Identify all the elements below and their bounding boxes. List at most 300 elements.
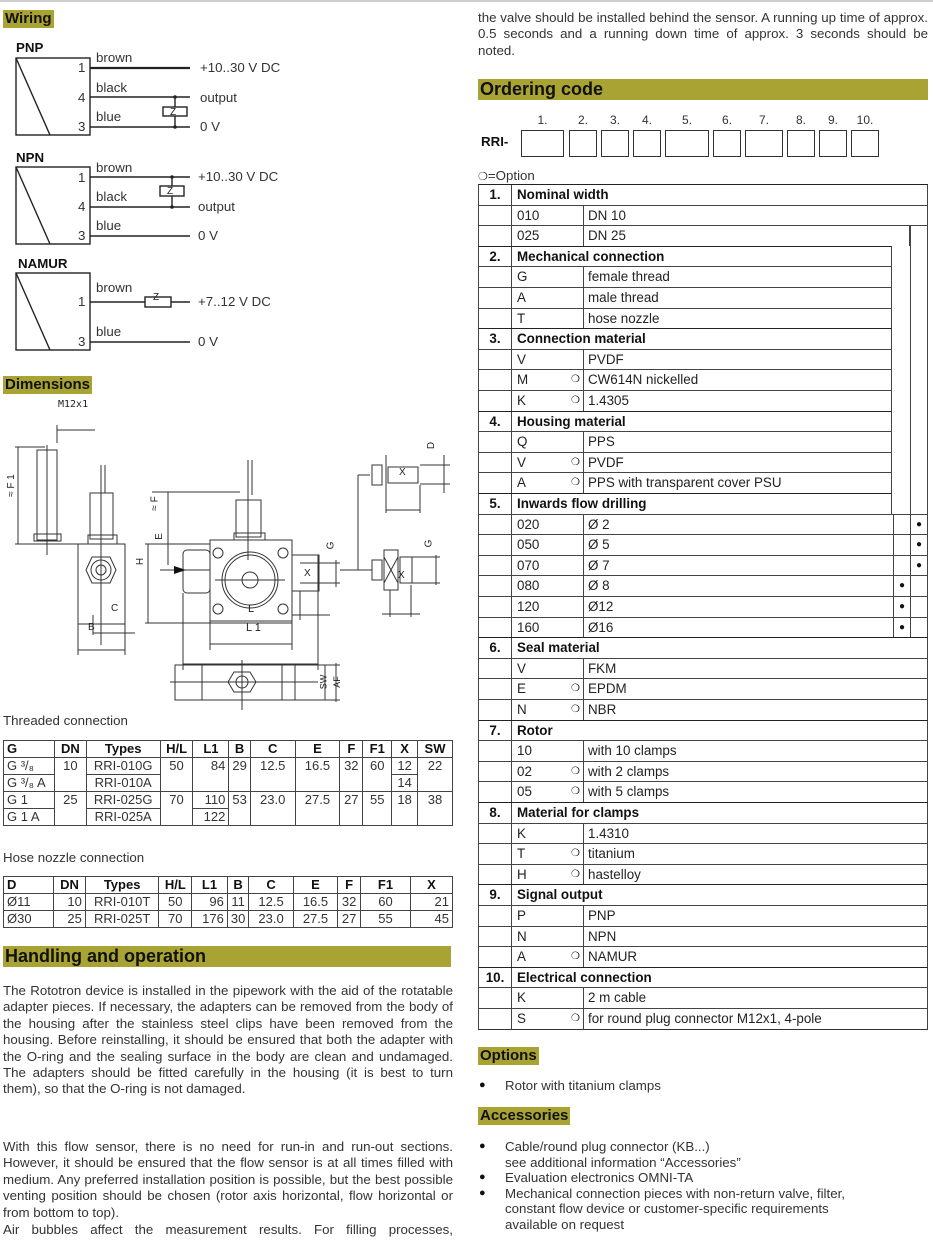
ordering-option-row[interactable] <box>478 555 928 576</box>
option-description: 1.4310 <box>588 825 629 841</box>
label-x: X <box>398 570 405 581</box>
group-number: 1. <box>479 185 512 206</box>
row-spacer <box>479 988 512 1009</box>
option-code: A <box>512 288 584 309</box>
cell-type: RRI-010A <box>86 775 160 792</box>
dn25-bracket-line <box>910 225 911 513</box>
ordering-group-header <box>478 411 892 432</box>
ordering-option-row[interactable] <box>478 308 892 329</box>
option-circle-icon: ❍ <box>571 477 580 489</box>
col-header: G <box>4 741 55 758</box>
group-title: Signal output <box>517 887 603 903</box>
option-description: 1.4305 <box>588 393 629 408</box>
row-spacer <box>479 782 512 803</box>
section-header-accessories: Accessories <box>480 1107 569 1124</box>
label-m12: M12x1 <box>58 399 89 410</box>
option-description: PPS with transparent cover PSU <box>588 475 782 491</box>
ordering-option-row[interactable] <box>478 678 928 699</box>
label-h: H <box>135 557 147 566</box>
options-list <box>479 1078 919 1094</box>
list-item-line: Evaluation electronics OMNI-TA <box>505 1170 694 1186</box>
threaded-table <box>3 740 453 826</box>
ordering-option-row[interactable] <box>478 843 928 864</box>
col-header: F <box>340 741 363 758</box>
ordering-option-row[interactable] <box>478 926 928 947</box>
table-row <box>4 911 453 928</box>
option-code: T <box>512 844 584 865</box>
ordering-group-header <box>478 246 892 267</box>
ordering-option-row[interactable] <box>478 266 892 287</box>
option-description: Ø 8 <box>588 578 610 594</box>
namur-signal: +7..12 V DC <box>198 294 271 309</box>
row-spacer <box>479 309 512 330</box>
list-item <box>479 1186 919 1233</box>
ordering-option-row[interactable] <box>478 205 928 226</box>
group-title: Mechanical connection <box>517 248 665 264</box>
pnp-wire-label: blue <box>96 109 122 124</box>
option-circle-icon: ❍ <box>478 171 488 183</box>
option-code: E <box>512 679 584 700</box>
cell: 45 <box>410 911 452 928</box>
row-spacer <box>479 618 512 639</box>
cell-g: G ³/₈ <box>4 758 55 775</box>
option-description: PVDF <box>588 454 624 470</box>
ordering-option-row[interactable] <box>478 534 928 555</box>
option-code: 025 <box>512 226 584 247</box>
cell-l1: 122 <box>193 809 229 826</box>
cell-x: 12 <box>392 758 418 775</box>
ordering-group-header <box>478 720 928 741</box>
label-d: D <box>426 441 438 450</box>
cell-c: 12.5 <box>250 758 295 792</box>
ordering-option-row[interactable] <box>478 1008 928 1029</box>
option-circle-icon: ❍ <box>571 786 580 798</box>
row-spacer <box>479 659 512 680</box>
cell: 30 <box>227 911 248 928</box>
ordering-option-row[interactable] <box>478 781 928 802</box>
row-spacer <box>479 288 512 309</box>
handling-paragraph-3-start: Air bubbles affect the measurement results. For filling processes, <box>3 1222 453 1237</box>
cell: 96 <box>192 894 228 911</box>
dn10-bracket-line <box>927 225 928 513</box>
pnp-title: PNP <box>16 40 44 55</box>
ordering-option-row[interactable] <box>478 699 928 720</box>
ordering-group-header <box>478 328 892 349</box>
cell: RRI-010T <box>85 894 159 911</box>
dn25-dot-icon: ● <box>893 597 911 618</box>
code-position-label: 3. <box>609 113 620 127</box>
col-header: H/L <box>160 741 193 758</box>
code-position-label: 4. <box>641 113 652 127</box>
dn25-dot-icon: ● <box>893 618 911 639</box>
cell: 11 <box>227 894 248 911</box>
code-position-label: 9. <box>827 113 838 127</box>
group-title: Inwards flow drilling <box>517 496 647 511</box>
col-header: DN <box>54 741 86 758</box>
label-l1: L 1 <box>246 622 261 634</box>
option-description: NBR <box>588 702 617 717</box>
handling-paragraph-3-end: the valve should be installed behind the sensor. A running up time of approx. 0.5 seconds and a running down time of approx. 3 seconds should be noted. <box>478 10 928 58</box>
cell-dn: 25 <box>54 792 86 826</box>
option-code: A <box>512 947 584 968</box>
code-position-label: 2. <box>577 113 588 127</box>
section-header-options: Options <box>480 1047 537 1064</box>
group-title: Housing material <box>517 413 626 429</box>
group-title: Seal material <box>517 640 600 656</box>
cell-hl: 70 <box>160 792 193 826</box>
ordering-option-row[interactable] <box>478 431 892 452</box>
ordering-option-row[interactable] <box>478 658 928 679</box>
option-description: with 5 clamps <box>588 784 670 800</box>
ordering-option-row[interactable] <box>478 905 928 926</box>
row-spacer <box>479 700 512 721</box>
label-sw: SW <box>318 674 329 690</box>
option-code: N <box>512 700 584 721</box>
option-code: V <box>512 350 584 371</box>
ordering-option-row[interactable] <box>478 472 892 493</box>
cell-e: 27.5 <box>295 792 340 826</box>
ordering-option-row[interactable] <box>478 369 892 390</box>
code-box <box>633 130 661 157</box>
cell-c: 23.0 <box>250 792 295 826</box>
cell: 50 <box>159 894 192 911</box>
npn-load-label: Z <box>167 186 174 197</box>
row-spacer <box>479 597 512 618</box>
option-code: 10 <box>512 741 584 762</box>
option-legend-text: =Option <box>487 168 535 183</box>
list-item-line: available on request <box>505 1216 625 1232</box>
cell-g: G ³/₈ A <box>4 775 55 792</box>
dn10-dot-icon: ● <box>915 539 923 551</box>
row-spacer <box>479 556 512 577</box>
cell: 27 <box>338 911 361 928</box>
cell: Ø11 <box>4 894 54 911</box>
dn25-dot-icon: ● <box>893 576 911 597</box>
handling-paragraph-1: The Rototron device is installed in the pipework with the aid of the rotatable adapter pieces. If necessary, the adapters can be removed from the body of the housing after the stainless steel clips have been removed from the housing. Before reinstalling, it should be ensured that both the adapter with the O-ring and the sealing surface in the body are clean and undamaged. The adapters should be fitted carefully in the housing (it is best to turn them), so that the O-ring is not damaged. <box>3 983 453 1097</box>
cell: 32 <box>338 894 361 911</box>
option-code: V <box>512 659 584 680</box>
group-number: 7. <box>479 721 512 742</box>
row-spacer <box>479 927 512 948</box>
code-position-label: 8. <box>795 113 806 127</box>
bracket-column <box>911 597 927 618</box>
namur-pin: 1 <box>78 294 86 309</box>
col-header: X <box>410 877 452 894</box>
option-code: 020 <box>512 515 584 536</box>
row-spacer <box>479 267 512 288</box>
table-header-row <box>4 877 453 894</box>
option-code: Q <box>512 432 584 453</box>
npn-signal: 0 V <box>198 228 218 243</box>
option-code: 120 <box>512 597 584 618</box>
namur-load-label: Z <box>153 292 160 303</box>
option-circle-icon: ❍ <box>571 374 580 386</box>
bracket-column <box>893 515 911 536</box>
namur-wire-label: brown <box>96 280 133 295</box>
col-header: SW <box>418 741 453 758</box>
code-box <box>713 130 741 157</box>
col-header: E <box>295 741 340 758</box>
option-description: male thread <box>588 290 659 305</box>
option-description: female thread <box>588 269 670 285</box>
group-number: 2. <box>479 247 512 268</box>
option-description: PVDF <box>588 351 624 367</box>
section-header-handling: Handling and operation <box>3 946 451 967</box>
cell-e: 16.5 <box>295 758 340 792</box>
cell-f: 32 <box>340 758 363 792</box>
row-spacer <box>479 535 512 556</box>
option-code: 160 <box>512 618 584 639</box>
option-code: K <box>512 391 584 412</box>
code-box <box>601 130 629 157</box>
ordering-option-row[interactable] <box>478 946 928 967</box>
col-header: DN <box>54 877 86 894</box>
npn-pin: 1 <box>78 170 86 185</box>
bracket-column <box>911 576 927 597</box>
group-number: 10. <box>479 968 512 989</box>
table-row <box>4 792 453 809</box>
handling-paragraph-2: With this flow sensor, there is no need for run-in and run-out sections. However, it should be ensured that the flow sensor is at all times filled with medium. Any preferred installation position is possible, but the best possible venting position should be chosen (rotor axis horizontal, flow horizontal or from bottom to top). <box>3 1139 453 1220</box>
option-circle-icon: ❍ <box>571 704 580 715</box>
option-code: N <box>512 927 584 948</box>
option-code: G <box>512 267 584 288</box>
cell-hl: 50 <box>160 758 193 792</box>
threaded-caption: Threaded connection <box>3 713 128 728</box>
option-description: with 2 clamps <box>588 763 670 779</box>
cell: 10 <box>54 894 86 911</box>
option-description: hastelloy <box>588 866 641 882</box>
cell: RRI-025T <box>85 911 159 928</box>
cell-g: G 1 A <box>4 809 55 826</box>
option-description: Ø 5 <box>588 537 610 553</box>
row-spacer <box>479 473 512 494</box>
option-description: NPN <box>588 928 617 944</box>
col-header: F1 <box>361 877 411 894</box>
cell: 23.0 <box>249 911 293 928</box>
pnp-signal: +10..30 V DC <box>200 60 281 75</box>
cell: 60 <box>361 894 411 911</box>
list-item <box>479 1139 919 1170</box>
row-spacer <box>479 370 512 391</box>
code-box <box>787 130 815 157</box>
option-code: 050 <box>512 535 584 556</box>
code-box <box>665 130 709 157</box>
npn-pin: 4 <box>78 199 86 214</box>
col-header: X <box>392 741 418 758</box>
cell-x: 14 <box>392 775 418 792</box>
ordering-option-row[interactable] <box>478 349 892 370</box>
col-header: C <box>249 877 293 894</box>
option-code: V <box>512 453 584 474</box>
option-description: CW614N nickelled <box>588 372 699 388</box>
group-title: Nominal width <box>517 187 609 202</box>
ordering-option-row[interactable] <box>478 823 928 844</box>
cell: 27.5 <box>293 911 337 928</box>
row-spacer <box>479 947 512 968</box>
npn-wire-label: blue <box>96 218 122 233</box>
pnp-wire-label: black <box>96 80 128 95</box>
ordering-option-row[interactable] <box>478 596 928 617</box>
option-code: 010 <box>512 206 584 227</box>
list-item <box>479 1170 919 1186</box>
col-header: D <box>4 877 54 894</box>
cell-type: RRI-025G <box>86 792 160 809</box>
cell: Ø30 <box>4 911 54 928</box>
option-code: S <box>512 1009 584 1030</box>
section-header-dimensions: Dimensions <box>5 376 91 393</box>
code-position-label: 6. <box>721 113 732 127</box>
row-spacer <box>479 350 512 371</box>
label-g: G <box>325 541 337 550</box>
pnp-signal: output <box>200 90 237 105</box>
option-code: 02 <box>512 762 584 783</box>
option-legend <box>478 168 535 183</box>
col-header: B <box>229 741 250 758</box>
ordering-prefix: RRI- <box>481 134 509 149</box>
option-description: Ø16 <box>588 619 614 635</box>
ordering-group-header <box>478 802 928 823</box>
ordering-option-row[interactable] <box>478 987 928 1008</box>
col-header: F1 <box>363 741 392 758</box>
cell-sw: 22 <box>418 758 453 792</box>
row-spacer <box>479 206 512 227</box>
col-header: L1 <box>193 741 229 758</box>
ordering-option-row[interactable] <box>478 514 928 535</box>
ordering-option-row[interactable] <box>478 740 928 761</box>
ordering-option-row[interactable] <box>478 390 892 411</box>
cell: 16.5 <box>293 894 337 911</box>
ordering-option-row[interactable] <box>478 225 910 246</box>
cell-b: 53 <box>229 792 250 826</box>
cell: 21 <box>410 894 452 911</box>
col-header: C <box>250 741 295 758</box>
label-af: AF <box>331 676 342 688</box>
dn10-dot-icon: ● <box>915 518 923 530</box>
col-header: H/L <box>159 877 192 894</box>
option-code: H <box>512 865 584 886</box>
ordering-option-row[interactable] <box>478 617 928 638</box>
option-description: hose nozzle <box>588 310 660 326</box>
label-c: C <box>111 603 119 614</box>
ordering-option-row[interactable] <box>478 452 892 473</box>
namur-title: NAMUR <box>18 256 68 271</box>
row-spacer <box>479 1009 512 1030</box>
ordering-group-header <box>478 184 928 205</box>
table-bottom-rule <box>478 1029 928 1030</box>
option-code: M <box>512 370 584 391</box>
row-spacer <box>479 432 512 453</box>
cell-f1: 60 <box>363 758 392 792</box>
option-circle-icon: ❍ <box>571 848 580 860</box>
cell-b: 29 <box>229 758 250 792</box>
npn-signal: +10..30 V DC <box>198 169 279 184</box>
group-number: 8. <box>479 803 512 824</box>
option-code: K <box>512 824 584 845</box>
accessories-list <box>479 1139 919 1233</box>
code-position-label: 5. <box>681 113 692 127</box>
option-code: 070 <box>512 556 584 577</box>
option-code: K <box>512 988 584 1009</box>
row-spacer <box>479 741 512 762</box>
option-description: DN 25 <box>588 228 626 244</box>
pnp-signal: 0 V <box>200 119 220 134</box>
bracket-column <box>893 556 911 577</box>
pnp-pin: 1 <box>78 60 86 75</box>
list-item-line: Mechanical connection pieces with non-return valve, filter, <box>505 1185 845 1201</box>
col-header: Types <box>85 877 159 894</box>
cell: 176 <box>192 911 228 928</box>
code-box <box>819 130 847 157</box>
option-description: titanium <box>588 846 635 862</box>
group-number: 9. <box>479 885 512 906</box>
cell-sw: 38 <box>418 792 453 826</box>
ordering-option-row[interactable] <box>478 287 892 308</box>
hose-table <box>3 876 453 928</box>
label-b: B <box>88 622 95 633</box>
option-description: EPDM <box>588 681 627 697</box>
ordering-option-row[interactable] <box>478 575 928 596</box>
namur-wire-label: blue <box>96 324 122 339</box>
ordering-option-row[interactable] <box>478 864 928 885</box>
col-header: L1 <box>192 877 228 894</box>
section-header-ordering: Ordering code <box>478 79 928 100</box>
pnp-load-label: Z <box>170 107 177 118</box>
list-item-line: constant flow device or customer-specific requirements <box>505 1201 829 1217</box>
namur-pin: 3 <box>78 334 86 349</box>
bracket-column <box>911 618 927 639</box>
cell-l1: 84 <box>193 758 229 792</box>
row-spacer <box>479 226 512 247</box>
row-spacer <box>479 576 512 597</box>
option-code: A <box>512 473 584 494</box>
cell: 25 <box>54 911 86 928</box>
option-description: Ø 2 <box>588 516 610 532</box>
option-description: with 10 clamps <box>588 743 677 759</box>
row-spacer <box>479 391 512 412</box>
option-description: 2 m cable <box>588 990 647 1006</box>
list-item-line: Cable/round plug connector (KB...) <box>505 1139 710 1154</box>
group-title: Material for clamps <box>517 805 640 820</box>
row-spacer <box>479 679 512 700</box>
option-circle-icon: ❍ <box>571 1013 580 1024</box>
option-circle-icon: ❍ <box>571 765 580 777</box>
code-box <box>745 130 783 157</box>
table-header-row <box>4 741 453 758</box>
section-header-wiring: Wiring <box>5 10 52 27</box>
group-title: Connection material <box>517 331 646 347</box>
option-description: NAMUR <box>588 949 638 965</box>
ordering-option-row[interactable] <box>478 761 928 782</box>
row-spacer <box>479 453 512 474</box>
option-circle-icon: ❍ <box>571 456 580 468</box>
page-top-rule <box>0 0 933 2</box>
col-header: F <box>338 877 361 894</box>
pnp-pin: 4 <box>78 90 86 105</box>
npn-wire-label: black <box>96 189 128 204</box>
cell-dn: 10 <box>54 758 86 792</box>
option-description: Ø12 <box>588 599 614 614</box>
cell: 70 <box>159 911 192 928</box>
option-description: DN 10 <box>588 207 626 223</box>
cell-f1: 55 <box>363 792 392 826</box>
cell-f: 27 <box>340 792 363 826</box>
ordering-group-header <box>478 493 892 514</box>
option-description: PPS <box>588 434 615 450</box>
row-spacer <box>479 762 512 783</box>
option-circle-icon: ❍ <box>571 951 580 963</box>
code-box <box>851 130 879 157</box>
group-number: 4. <box>479 412 512 433</box>
